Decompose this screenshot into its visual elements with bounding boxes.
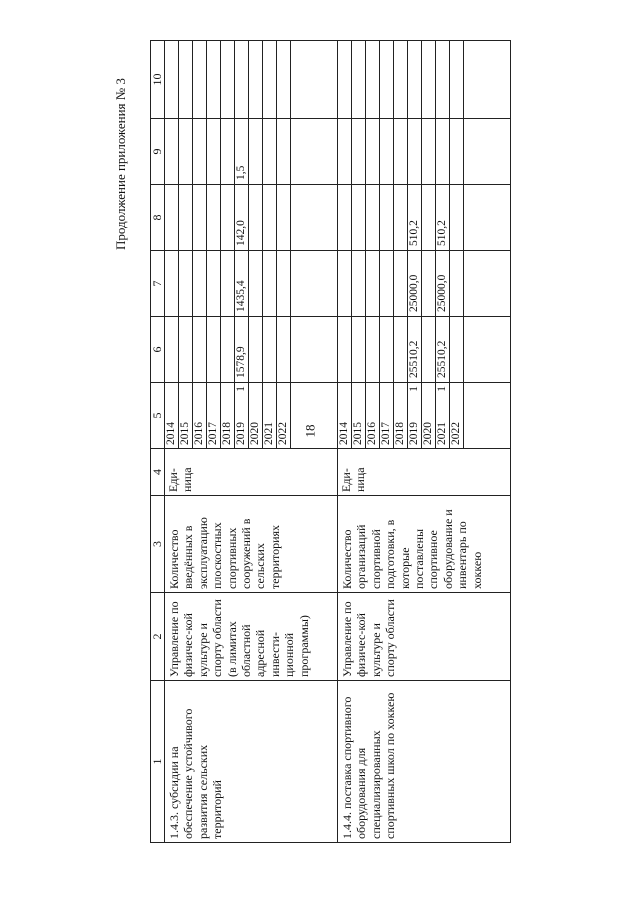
value-cell-c9: 1,5	[235, 119, 249, 185]
value-cell-c9	[394, 119, 408, 185]
indicator-value: 1	[408, 386, 420, 392]
indicator-name-cell: Количество организаций спортивной подготовки, в которые поставлены спортивное оборудование и инвентарь по хоккею	[338, 496, 511, 593]
value-cell-c6	[179, 317, 193, 383]
value-cell-c9	[207, 119, 221, 185]
year-cell: 2015	[179, 383, 193, 449]
year-cell: 2018	[394, 383, 408, 449]
value-cell-c7	[450, 251, 464, 317]
year-cell: 2016	[366, 383, 380, 449]
value-cell-c7: 25000,0	[436, 251, 450, 317]
value-cell-c8	[338, 185, 352, 251]
empty-cell	[291, 383, 338, 449]
executor-cell: Управление по физичес-кой культуре и спорту области (в лимитах областной адресной инвести-ционной программы)	[165, 593, 338, 681]
executor-cell: Управление по физичес-кой культуре и спорту области	[338, 593, 511, 681]
col-header-2: 2	[151, 593, 165, 681]
col-header-9: 9	[151, 119, 165, 185]
value-cell-c6	[422, 317, 436, 383]
year-cell	[408, 383, 422, 449]
value-cell-c7: 1435,4	[235, 251, 249, 317]
empty-cell	[291, 317, 338, 383]
value-cell-c6	[249, 317, 263, 383]
value-cell-c10	[263, 41, 277, 119]
col-header-8: 8	[151, 185, 165, 251]
continuation-header: Продолжение приложения № 3	[113, 78, 128, 250]
value-cell-c7	[422, 251, 436, 317]
value-cell-c7	[366, 251, 380, 317]
value-cell-c10	[422, 41, 436, 119]
value-cell-c10	[338, 41, 352, 119]
value-cell-c7	[380, 251, 394, 317]
value-cell-c9	[366, 119, 380, 185]
value-cell-c6: 25510,2	[408, 317, 422, 383]
year-cell: 2020	[422, 383, 436, 449]
value-cell-c6	[352, 317, 366, 383]
empty-cell	[464, 317, 511, 383]
table-row	[165, 41, 179, 843]
value-cell-c8	[352, 185, 366, 251]
year-cell: 2014	[165, 383, 179, 449]
value-cell-c9	[436, 119, 450, 185]
value-cell-c9	[193, 119, 207, 185]
empty-cell	[291, 251, 338, 317]
value-cell-c6	[193, 317, 207, 383]
value-cell-c8	[366, 185, 380, 251]
value-cell-c8	[179, 185, 193, 251]
year-cell: 2020	[249, 383, 263, 449]
value-cell-c6	[338, 317, 352, 383]
value-cell-c10	[366, 41, 380, 119]
value-cell-c7	[263, 251, 277, 317]
value-cell-c6	[450, 317, 464, 383]
unit-cell: Еди-ница	[165, 449, 338, 496]
value-cell-c10	[207, 41, 221, 119]
page-number: 18	[302, 424, 318, 438]
value-cell-c10	[235, 41, 249, 119]
indicator-value: 1	[436, 386, 448, 392]
value-cell-c8	[165, 185, 179, 251]
value-cell-c8	[394, 185, 408, 251]
value-cell-c8	[207, 185, 221, 251]
value-cell-c9	[352, 119, 366, 185]
column-number-row	[151, 41, 165, 843]
value-cell-c6	[221, 317, 235, 383]
empty-cell	[291, 41, 338, 119]
value-cell-c6	[366, 317, 380, 383]
value-cell-c9	[380, 119, 394, 185]
year-label: 2021	[436, 422, 448, 445]
year-cell: 2014	[338, 383, 352, 449]
year-cell: 2017	[380, 383, 394, 449]
value-cell-c8: 510,2	[436, 185, 450, 251]
year-cell: 2015	[352, 383, 366, 449]
value-cell-c9	[249, 119, 263, 185]
col-header-3: 3	[151, 496, 165, 593]
value-cell-c8	[193, 185, 207, 251]
value-cell-c10	[249, 41, 263, 119]
year-cell: 2017	[207, 383, 221, 449]
value-cell-c10	[380, 41, 394, 119]
value-cell-c7: 25000,0	[408, 251, 422, 317]
value-cell-c9	[179, 119, 193, 185]
value-cell-c7	[165, 251, 179, 317]
value-cell-c8: 142,0	[235, 185, 249, 251]
empty-cell	[464, 185, 511, 251]
year-cell: 2022	[450, 383, 464, 449]
year-cell	[235, 383, 249, 449]
value-cell-c10	[165, 41, 179, 119]
col-header-1: 1	[151, 681, 165, 843]
value-cell-c9	[165, 119, 179, 185]
year-cell	[436, 383, 450, 449]
value-cell-c7	[207, 251, 221, 317]
year-cell: 2016	[193, 383, 207, 449]
value-cell-c6	[207, 317, 221, 383]
value-cell-c9	[338, 119, 352, 185]
value-cell-c10	[394, 41, 408, 119]
value-cell-c10	[450, 41, 464, 119]
value-cell-c8	[221, 185, 235, 251]
year-label: 2019	[235, 422, 247, 445]
empty-cell	[464, 383, 511, 449]
value-cell-c6	[277, 317, 291, 383]
value-cell-c9	[408, 119, 422, 185]
measure-name-cell: 1.4.4. поставка спортивного оборудования для специализированных спортивных школ по хоккею	[338, 681, 511, 843]
value-cell-c7	[193, 251, 207, 317]
empty-cell	[464, 41, 511, 119]
value-cell-c7	[394, 251, 408, 317]
indicator-value: 1	[235, 386, 247, 392]
value-cell-c10	[179, 41, 193, 119]
value-cell-c6	[380, 317, 394, 383]
value-cell-c8	[422, 185, 436, 251]
value-cell-c10	[408, 41, 422, 119]
value-cell-c6	[394, 317, 408, 383]
value-cell-c6	[263, 317, 277, 383]
rotated-table-container	[150, 41, 640, 843]
indicator-name-cell: Количество введённых в эксплуатацию плоскостных спортивных сооружений в сельских территориях	[165, 496, 338, 593]
value-cell-c6: 25510,2	[436, 317, 450, 383]
value-cell-c8	[277, 185, 291, 251]
value-cell-c7	[352, 251, 366, 317]
value-cell-c8: 510,2	[408, 185, 422, 251]
value-cell-c8	[263, 185, 277, 251]
value-cell-c10	[221, 41, 235, 119]
value-cell-c9	[221, 119, 235, 185]
indicator-table	[150, 40, 511, 843]
value-cell-c9	[422, 119, 436, 185]
value-cell-c8	[249, 185, 263, 251]
unit-cell: Еди-ница	[338, 449, 511, 496]
value-cell-c7	[277, 251, 291, 317]
empty-cell	[464, 119, 511, 185]
empty-cell	[291, 185, 338, 251]
value-cell-c9	[263, 119, 277, 185]
year-cell: 2021	[263, 383, 277, 449]
empty-cell	[464, 251, 511, 317]
year-label: 2019	[408, 422, 420, 445]
value-cell-c7	[221, 251, 235, 317]
value-cell-c9	[277, 119, 291, 185]
col-header-4: 4	[151, 449, 165, 496]
value-cell-c10	[277, 41, 291, 119]
value-cell-c8	[380, 185, 394, 251]
col-header-7: 7	[151, 251, 165, 317]
empty-cell	[291, 119, 338, 185]
col-header-6: 6	[151, 317, 165, 383]
year-cell: 2022	[277, 383, 291, 449]
table-row	[338, 41, 352, 843]
value-cell-c7	[249, 251, 263, 317]
year-cell: 2018	[221, 383, 235, 449]
value-cell-c9	[450, 119, 464, 185]
col-header-10: 10	[151, 41, 165, 119]
col-header-5: 5	[151, 383, 165, 449]
measure-name-cell: 1.4.3. субсидии на обеспечение устойчивого развития сельских территорий	[165, 681, 338, 843]
value-cell-c10	[352, 41, 366, 119]
value-cell-c7	[179, 251, 193, 317]
value-cell-c10	[193, 41, 207, 119]
value-cell-c10	[436, 41, 450, 119]
value-cell-c8	[450, 185, 464, 251]
value-cell-c6	[165, 317, 179, 383]
value-cell-c6: 1578,9	[235, 317, 249, 383]
value-cell-c7	[338, 251, 352, 317]
